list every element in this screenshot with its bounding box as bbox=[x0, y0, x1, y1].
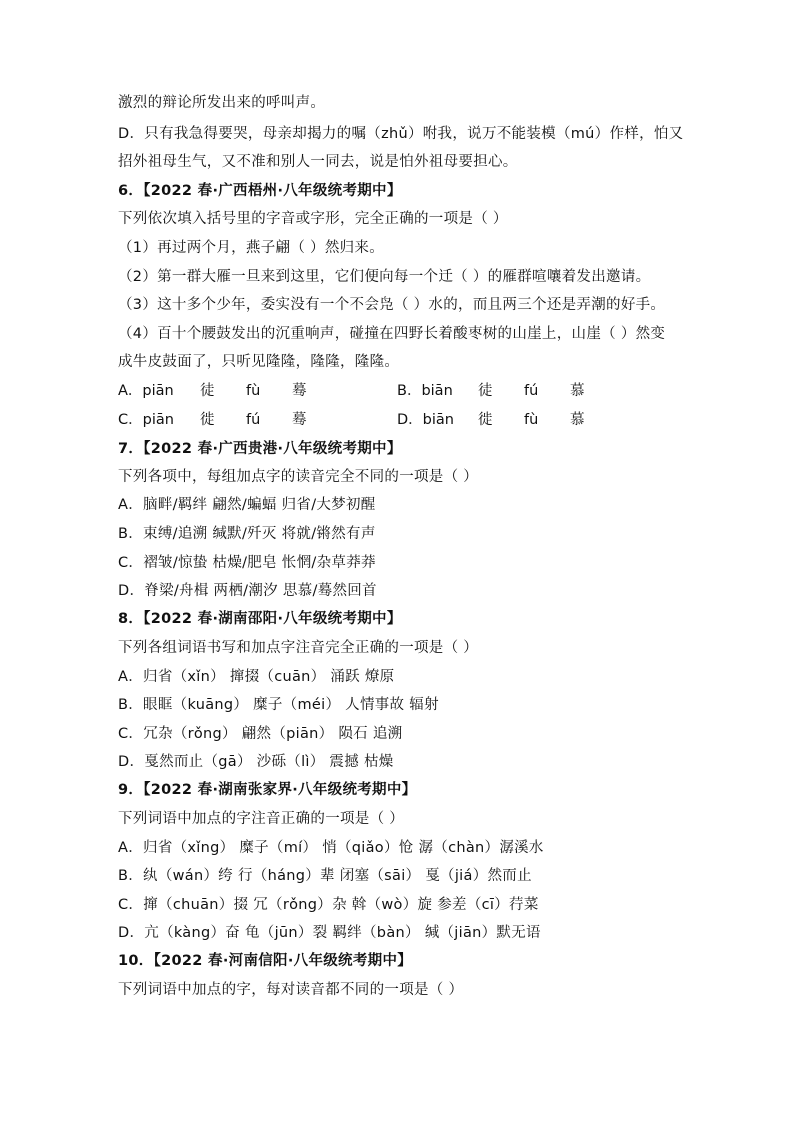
question-7-option-d: D．脊梁/舟楫 两栖/潮汐 思慕/蓦然回首 bbox=[118, 583, 377, 599]
question-10-header: 10．【2022 春·河南信阳·八年级统考期中】 bbox=[118, 953, 413, 969]
option-c-pinyin: C．piān bbox=[118, 412, 174, 428]
question-6-header: 6．【2022 春·广西梧州·八年级统考期中】 bbox=[118, 183, 402, 199]
question-8-header: 8．【2022 春·湖南邵阳·八年级统考期中】 bbox=[118, 611, 402, 627]
question-8-option-b: B．眼眶（kuāng） 糜子（méi） 人情事故 辐射 bbox=[118, 697, 439, 713]
option-a-char-1: 徒 bbox=[200, 383, 215, 399]
prev-question-text: 激烈的辩论所发出来的呼叫声。 bbox=[118, 95, 326, 111]
option-b-char-1: 徒 bbox=[478, 383, 493, 399]
question-6-sentence-4a: （4）百十个腰鼓发出的沉重响声，碰撞在四野长着酸枣树的山崖上，山崖（ ）然变 bbox=[118, 326, 666, 342]
option-b-char-3: 慕 bbox=[570, 383, 585, 399]
question-9-header: 9．【2022 春·湖南张家界·八年级统考期中】 bbox=[118, 782, 417, 798]
question-7-option-c: C．褶皱/惊蛰 枯燥/肥皂 怅惘/杂草莽莽 bbox=[118, 555, 376, 571]
option-d-pinyin: D．biān bbox=[397, 412, 454, 428]
question-9-option-b: B．纨（wán）绔 行（háng）辈 闭塞（sāi） 戛（jiá）然而止 bbox=[118, 868, 532, 884]
option-d-char-2: fù bbox=[524, 412, 539, 428]
option-a-char-2: fù bbox=[246, 383, 261, 399]
question-9-option-a: A．归省（xǐng） 糜子（mí） 悄（qiǎo）怆 潺（chàn）潺溪水 bbox=[118, 840, 544, 856]
prev-option-d-line1: D．只有我急得要哭，母亲却揭力的嘱（zhǔ）咐我，说万不能装模（mú）作样，怕又 bbox=[118, 126, 684, 142]
option-b-pinyin: B．biān bbox=[397, 383, 453, 399]
question-7-prompt: 下列各项中，每组加点字的读音完全不同的一项是（ ） bbox=[118, 469, 479, 485]
question-6-prompt: 下列依次填入括号里的字音或字形，完全正确的一项是（ ） bbox=[118, 211, 508, 227]
question-6-sentence-1: （1）再过两个月，燕子翩（ ）然归来。 bbox=[118, 240, 385, 256]
option-a-pinyin: A．piān bbox=[118, 383, 174, 399]
question-8-option-a: A．归省（xǐn） 撺掇（cuān） 涌跃 燎原 bbox=[118, 669, 395, 685]
question-6-sentence-3: （3）这十多个少年，委实没有一个不会凫（ ）水的，而且两三个还是弄潮的好手。 bbox=[118, 297, 666, 313]
question-6-sentence-4b: 成牛皮鼓面了，只听见隆隆，隆隆，隆隆。 bbox=[118, 354, 400, 370]
option-c-char-2: fú bbox=[246, 412, 261, 428]
question-7-header: 7．【2022 春·广西贵港·八年级统考期中】 bbox=[118, 441, 402, 457]
question-9-option-d: D．亢（kàng）奋 龟（jūn）裂 羁绊（bàn） 缄（jiān）默无语 bbox=[118, 925, 541, 941]
question-7-option-b: B．束缚/追溯 缄默/歼灭 将就/锵然有声 bbox=[118, 526, 376, 542]
question-7-option-a: A．脑畔/羁绊 翩然/蝙蝠 归省/大梦初醒 bbox=[118, 497, 376, 513]
option-d-char-3: 慕 bbox=[570, 412, 585, 428]
question-9-option-c: C．撺（chuān）掇 冗（rǒng）杂 斡（wò）旋 参差（cī）荇菜 bbox=[118, 897, 539, 913]
prev-option-d-line2: 招外祖母生气，又不准和别人一同去，说是怕外祖母要担心。 bbox=[118, 154, 518, 170]
question-9-prompt: 下列词语中加点的字注音正确的一项是（ ） bbox=[118, 811, 405, 827]
question-8-option-d: D．戛然而止（gā） 沙砾（lì） 震撼 枯燥 bbox=[118, 754, 394, 770]
question-10-prompt: 下列词语中加点的字，每对读音都不同的一项是（ ） bbox=[118, 982, 464, 998]
option-c-char-1: 徙 bbox=[200, 412, 215, 428]
question-8-prompt: 下列各组词语书写和加点字注音完全正确的一项是（ ） bbox=[118, 640, 479, 656]
option-b-char-2: fú bbox=[524, 383, 539, 399]
question-8-option-c: C．冗杂（rǒng） 翩然（piān） 陨石 追溯 bbox=[118, 726, 403, 742]
option-c-char-3: 蓦 bbox=[292, 412, 307, 428]
question-6-sentence-2: （2）第一群大雁一旦来到这里，它们便向每一个迁（ ）的雁群喧嚷着发出邀请。 bbox=[118, 269, 651, 285]
option-a-char-3: 蓦 bbox=[292, 383, 307, 399]
option-d-char-1: 徙 bbox=[478, 412, 493, 428]
